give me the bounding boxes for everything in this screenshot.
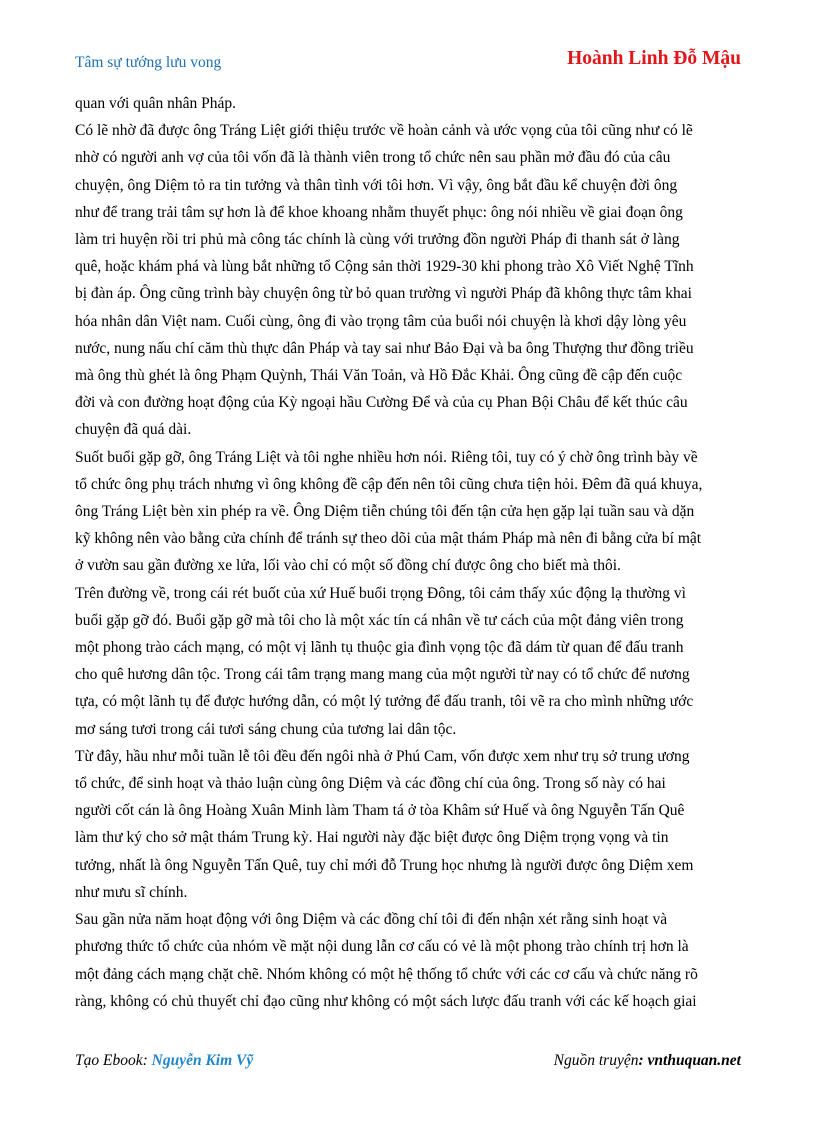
text-line: mà ông thù ghét là ông Phạm Quỳnh, Thái Văn Toản, và Hồ Đắc Khải. Ông cũng đề cập đến cuộc bbox=[75, 367, 683, 385]
text-line: tựa, có một lãnh tụ để được hướng dẫn, có một lý tưởng để đấu tranh, tôi vẽ ra cho mình những ước bbox=[75, 693, 694, 711]
paragraph bbox=[75, 906, 741, 1015]
text-line: Suốt buổi gặp gỡ, ông Tráng Liệt và tôi nghe nhiều hơn nói. Riêng tôi, tuy có ý chờ ông trình bày về bbox=[75, 448, 698, 466]
paragraph bbox=[75, 117, 741, 443]
text-line: người cốt cán là ông Hoàng Xuân Minh làm Tham tá ở tòa Khâm sứ Huế và ông Nguyễn Tấn Quê bbox=[75, 802, 685, 820]
text-line: tưởng, nhất là ông Nguyễn Tấn Quê, tuy chỉ mới đỗ Trung học nhưng là người được ông Diệm xem bbox=[75, 856, 694, 874]
ebook-credit: Tạo Ebook: Nguyễn Kim Vỹ bbox=[75, 1052, 254, 1069]
text-line: nhờ có người anh vợ của tôi vốn đã là thành viên trong tổ chức nên sau phần mở đầu đó của câu bbox=[75, 149, 671, 167]
text-line: ở vườn sau gần đường xe lửa, lối vào chỉ có một số đồng chí được ông cho biết mà thôi. bbox=[75, 557, 621, 575]
ebook-label: Tạo Ebook bbox=[75, 1052, 143, 1069]
text-line: đời và con đường hoạt động của Kỳ ngoại hầu Cường Để và của cụ Phan Bội Châu để kết thúc câu bbox=[75, 394, 688, 412]
text-line: Từ đây, hầu như mỗi tuần lễ tôi đều đến ngôi nhà ở Phú Cam, vốn được xem như trụ sở trung ương bbox=[75, 747, 690, 765]
text-line: như mưu sĩ chính. bbox=[75, 883, 188, 901]
text-line: chuyện, ông Diệm tỏ ra tin tưởng và thân tình với tôi hơn. Vì vậy, ông bắt đầu kể chuyện đời ông bbox=[75, 176, 678, 194]
page-header bbox=[75, 48, 741, 78]
paragraph bbox=[75, 90, 741, 117]
text-line: một đảng cách mạng chặt chẽ. Nhóm không có một hệ thống tổ chức với các cơ cấu và chức năng rõ bbox=[75, 965, 698, 983]
source-credit: Nguồn truyện: vnthuquan.net bbox=[553, 1052, 741, 1069]
source-label: Nguồn truyện bbox=[553, 1052, 639, 1069]
source-site: vnthuquan.net bbox=[647, 1052, 741, 1069]
text-line: như để trang trải tâm sự hơn là để khoe khoang nhằm thuyết phục: ông nói nhiều về giai đoạn ông bbox=[75, 203, 683, 221]
text-line: làm thư ký cho sở mật thám Trung kỳ. Hai người này đặc biệt được ông Diệm trọng vọng và tin bbox=[75, 829, 669, 847]
author-name: Hoành Linh Đỗ Mậu bbox=[567, 48, 741, 69]
text-line: quan với quân nhân Pháp. bbox=[75, 95, 237, 112]
text-line: bị đàn áp. Ông cũng trình bày chuyện ông từ bỏ quan trường vì người Pháp đã không thực tâm khai bbox=[75, 285, 692, 303]
text-line: chuyện đã quá dài. bbox=[75, 421, 192, 439]
paragraph bbox=[75, 743, 741, 906]
text-line: ông Tráng Liệt bèn xin phép ra về. Ông Diệm tiễn chúng tôi đến tận cửa hẹn gặp lại tuần sau và dặn bbox=[75, 503, 695, 521]
ebook-creator: Nguyễn Kim Vỹ bbox=[151, 1052, 254, 1069]
text-line: Sau gần nửa năm hoạt động với ông Diệm và các đồng chí tôi đi đến nhận xét rằng sinh hoạt và bbox=[75, 911, 668, 929]
text-line: quê, hoặc khám phá và lùng bắt những tổ Cộng sản thời 1929-30 khi phong trào Xô Viết Nghệ Tĩnh bbox=[75, 258, 694, 276]
text-line: Trên đường về, trong cái rét buốt của xứ Huế buổi trọng Đông, tôi cảm thấy xúc động lạ thường vì bbox=[75, 584, 686, 602]
book-title: Tâm sự tướng lưu vong bbox=[75, 54, 222, 71]
text-line: một phong trào cách mạng, có một vị lãnh tụ thuộc gia đình vọng tộc đã dám từ quan để đấu tranh bbox=[75, 639, 684, 657]
text-line: phương thức tổ chức của nhóm về mặt nội dung lẫn cơ cấu có vẻ là một phong trào chính trị hơn là bbox=[75, 938, 689, 956]
text-line: hóa nhân dân Việt nam. Cuối cùng, ông đi vào trọng tâm của buổi nói chuyện là khơi dậy lòng yêu bbox=[75, 312, 687, 330]
text-line: tổ chức, để sinh hoạt và thảo luận cùng ông Diệm và các đồng chí của ông. Trong số này có hai bbox=[75, 775, 666, 793]
text-line: nước, nung nấu chí căm thù thực dân Pháp và tay sai như Bảo Đại và ba ông Thượng thư đồng triều bbox=[75, 339, 694, 357]
text-line: mơ sáng tươi trong cái tươi sáng chung của tương lai dân tộc. bbox=[75, 720, 457, 738]
text-line: cho quê hương dân tộc. Trong cái tâm trạng mang mang của một người từ nay có tổ chức để nương bbox=[75, 666, 690, 684]
text-line: kỹ không nên vào bằng cửa chính để tránh sự theo dõi của mật thám Pháp mà nên đi bằng cửa bí mật bbox=[75, 530, 702, 548]
body-text bbox=[75, 90, 741, 1015]
text-line: làm tri huyện rồi tri phủ mà công tác chính là cùng với trưởng đồn người Pháp đi thanh sát ở làng bbox=[75, 231, 680, 249]
text-line: buổi gặp gỡ đó. Buổi gặp gỡ mà tôi cho là một xác tín cá nhân về tư cách của một đảng viên trong bbox=[75, 611, 684, 629]
text-line: Có lẽ nhờ đã được ông Tráng Liệt giới thiệu trước về hoàn cảnh và ước vọng của tôi cũng như có lẽ bbox=[75, 122, 693, 140]
paragraph bbox=[75, 444, 741, 580]
paragraph bbox=[75, 580, 741, 743]
text-line: tổ chức ông phụ trách nhưng vì ông không đề cập đến nên tôi cũng chưa tiện hỏi. Đêm đã quá khuya, bbox=[75, 475, 703, 493]
text-line: ràng, không có chủ thuyết chỉ đạo cũng như không có một sách lược đấu tranh với các kế hoạch giai bbox=[75, 992, 697, 1010]
page-footer bbox=[75, 1052, 741, 1078]
